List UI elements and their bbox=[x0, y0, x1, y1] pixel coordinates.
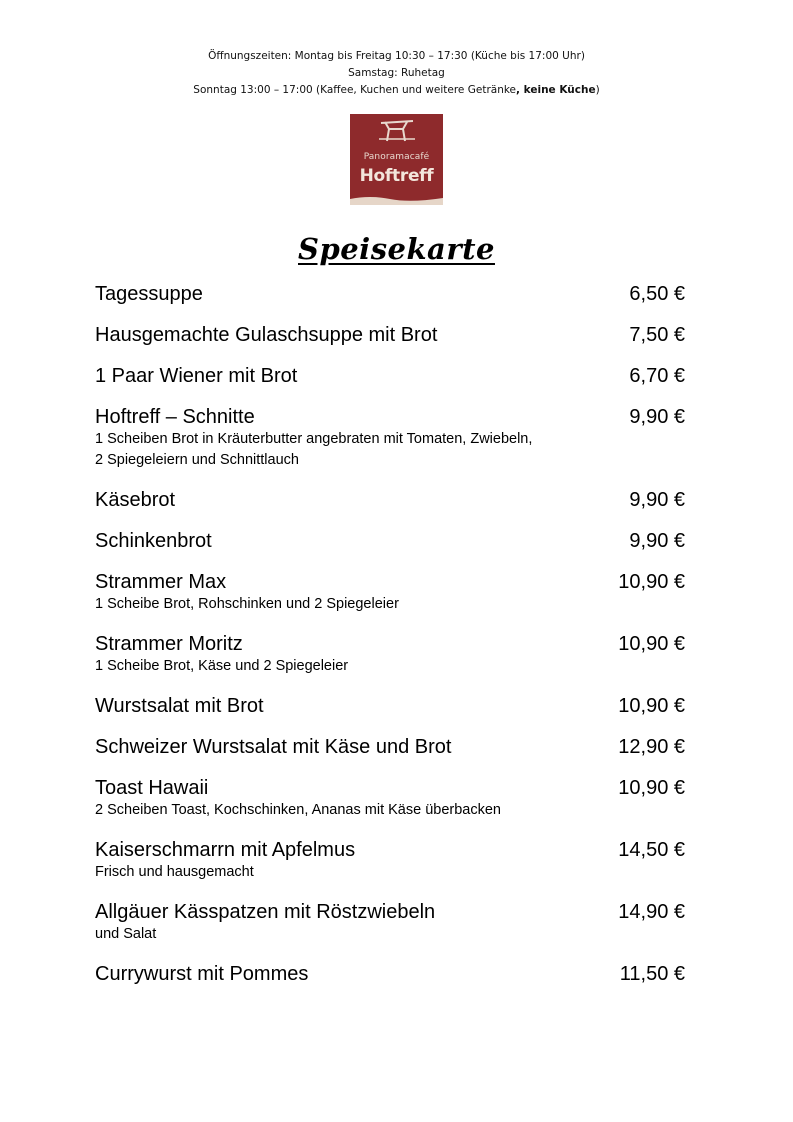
menu-item-description: 1 Scheibe Brot, Rohschinken und 2 Spiegeleier bbox=[95, 596, 399, 612]
menu-item-name: Kaiserschmarrn mit Apfelmus bbox=[95, 839, 356, 861]
hours-saturday: Samstag: Ruhetag bbox=[348, 67, 445, 79]
hours-sunday bbox=[0, 82, 793, 99]
menu-item-name: Tagessuppe bbox=[95, 283, 203, 305]
menu-item-price: 9,90 € bbox=[629, 530, 685, 552]
menu-item-name: Schweizer Wurstsalat mit Käse und Brot bbox=[95, 736, 452, 758]
menu-item-name: Strammer Moritz bbox=[95, 633, 243, 655]
menu-item-price: 10,90 € bbox=[618, 777, 685, 799]
hours-weekdays: Öffnungszeiten: Montag bis Freitag 10:30 – 17:30 (Küche bis 17:00 Uhr) bbox=[208, 50, 585, 62]
menu-item-name: Allgäuer Kässpatzen mit Röstzwiebeln bbox=[95, 901, 436, 923]
logo-subtitle: Panoramacafé bbox=[363, 152, 430, 162]
menu-item bbox=[95, 364, 685, 388]
menu-item-name: Käsebrot bbox=[95, 489, 176, 511]
menu-item-description: 1 Scheibe Brot, Käse und 2 Spiegeleier bbox=[95, 658, 349, 674]
menu-item-name: Hausgemachte Gulaschsuppe mit Brot bbox=[95, 324, 438, 346]
menu-item-price: 6,70 € bbox=[629, 365, 685, 387]
menu-item-name: Wurstsalat mit Brot bbox=[95, 695, 264, 717]
menu-item bbox=[95, 776, 685, 821]
hoftreff-logo bbox=[350, 114, 443, 205]
menu-item bbox=[95, 694, 685, 718]
menu-item-price: 12,90 € bbox=[618, 736, 685, 758]
menu-item-price: 14,50 € bbox=[618, 839, 685, 861]
menu-item bbox=[95, 405, 685, 471]
menu-list bbox=[95, 282, 685, 1003]
menu-item-price: 10,90 € bbox=[618, 633, 685, 655]
menu-item-name: Toast Hawaii bbox=[95, 777, 209, 799]
menu-item bbox=[95, 838, 685, 883]
menu-item bbox=[95, 488, 685, 512]
menu-item-description: und Salat bbox=[95, 926, 157, 942]
menu-item-price: 6,50 € bbox=[629, 283, 685, 305]
menu-item bbox=[95, 735, 685, 759]
page-title: Speisekarte bbox=[298, 232, 495, 266]
menu-item-description: 2 Scheiben Toast, Kochschinken, Ananas mit Käse überbacken bbox=[95, 802, 501, 818]
menu-item-name: Hoftreff – Schnitte bbox=[95, 406, 255, 428]
menu-item-price: 9,90 € bbox=[629, 406, 685, 428]
menu-item-price: 14,90 € bbox=[618, 901, 685, 923]
logo-wave-icon bbox=[350, 193, 443, 205]
hours-sunday-text: Sonntag 13:00 – 17:00 (Kaffee, Kuchen und weitere Getränke bbox=[193, 84, 517, 96]
menu-item-description-line2: 2 Spiegeleiern und Schnittlauch bbox=[95, 452, 299, 468]
menu-item bbox=[95, 900, 685, 945]
menu-item-price: 11,50 € bbox=[619, 963, 685, 985]
menu-item-price: 10,90 € bbox=[618, 695, 685, 717]
table-logo-icon bbox=[377, 119, 417, 145]
menu-item-description: 1 Scheiben Brot in Kräuterbutter angebraten mit Tomaten, Zwiebeln, bbox=[95, 431, 533, 447]
menu-item bbox=[95, 570, 685, 615]
opening-hours bbox=[0, 48, 793, 99]
hours-sunday-close: ) bbox=[595, 84, 600, 96]
menu-item bbox=[95, 323, 685, 347]
menu-item-price: 9,90 € bbox=[629, 489, 685, 511]
menu-item-name: Schinkenbrot bbox=[95, 530, 212, 552]
hours-sunday-no-kitchen: , keine Küche bbox=[516, 84, 596, 96]
menu-item-name: Currywurst mit Pommes bbox=[95, 963, 309, 985]
menu-item-price: 10,90 € bbox=[618, 571, 685, 593]
menu-item bbox=[95, 962, 685, 986]
menu-item-description: Frisch und hausgemacht bbox=[95, 864, 254, 880]
menu-item-name: Strammer Max bbox=[95, 571, 227, 593]
menu-item-name: 1 Paar Wiener mit Brot bbox=[95, 365, 298, 387]
menu-item-price: 7,50 € bbox=[629, 324, 685, 346]
menu-item bbox=[95, 282, 685, 306]
menu-item bbox=[95, 529, 685, 553]
menu-item bbox=[95, 632, 685, 677]
logo-name: Hoftreff bbox=[359, 166, 434, 186]
